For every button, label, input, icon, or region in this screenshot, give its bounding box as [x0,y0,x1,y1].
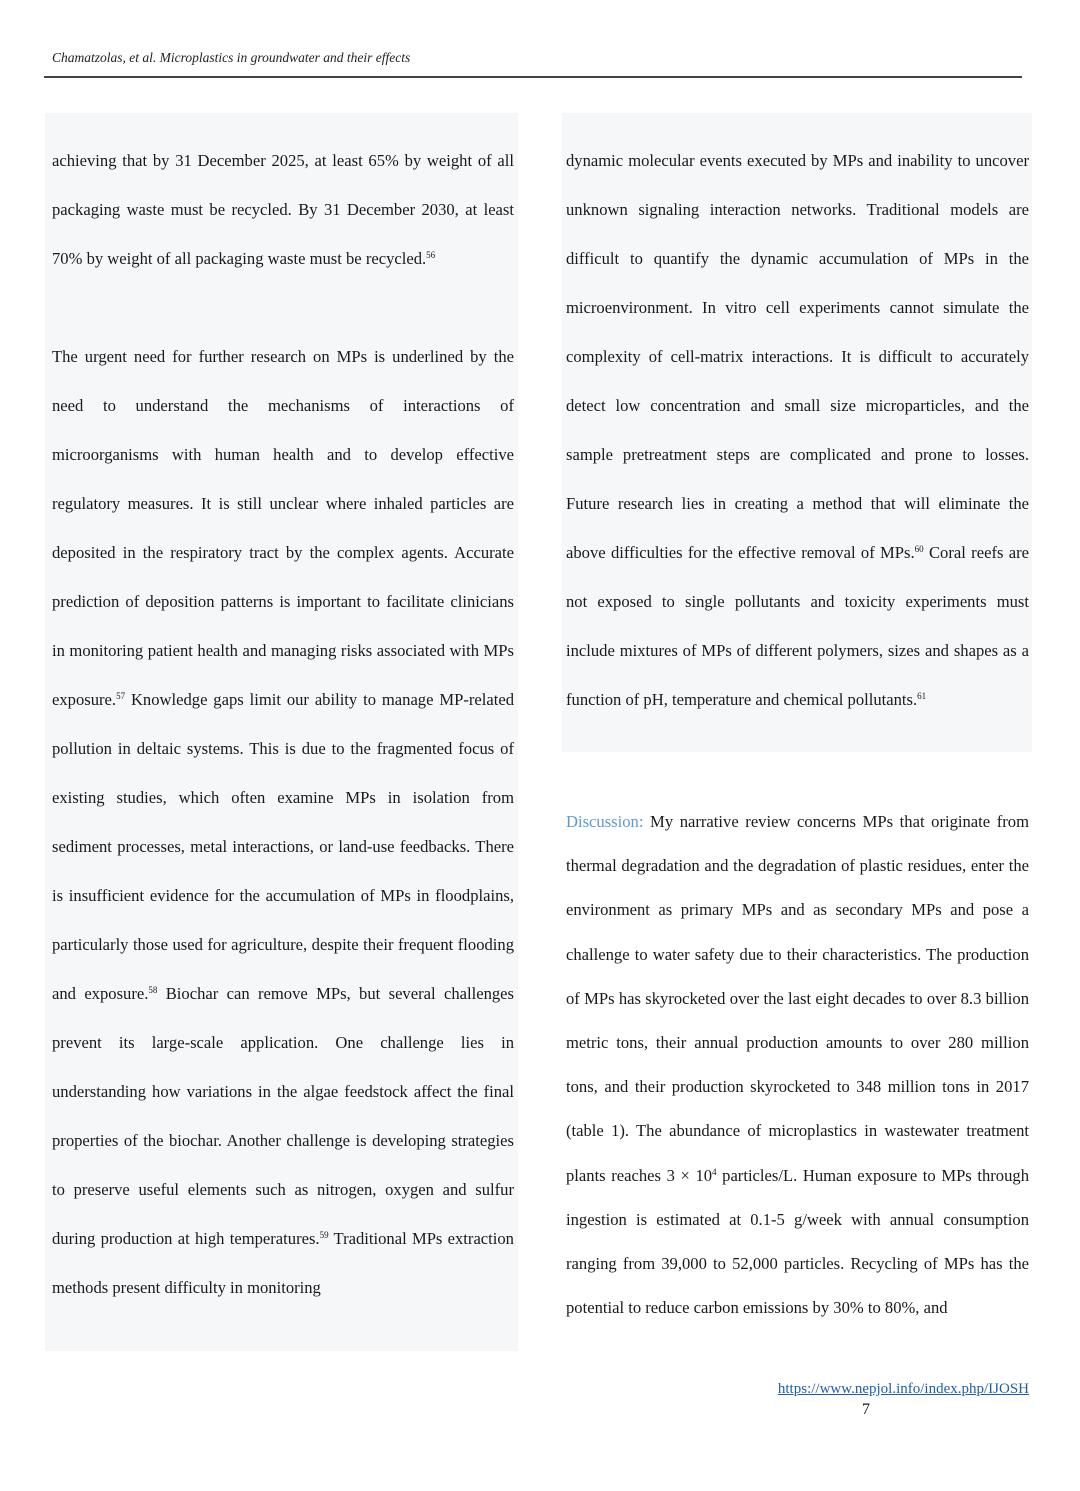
discussion-section [566,800,1029,1330]
discussion-heading: Discussion: [566,812,644,831]
paragraph-text: dynamic molecular events executed by MPs and inability to uncover unknown signaling interaction networks. Traditional models are difficult to quantify the dynamic accumulation of MPs in the microenvironment. In vitro cell experiments cannot simulate the complexity of cell-matrix interactions. It is difficult to accurately detect low concentration and small size microparticles, and the sample pretreatment steps are complicated and prone to losses. Future research lies in creating a method that will eliminate the above difficulties for the effective removal of MPs. [566,151,1029,562]
paragraph-text: Traditional MPs extraction methods present difficulty in monitoring [52,1229,514,1297]
journal-url-link[interactable]: https://www.nepjol.info/index.php/IJOSH [777,1381,1029,1397]
paragraph-research-needs [52,332,514,1312]
running-title: Chamatzolas, et al. Microplastics in groundwater and their effects [52,50,411,65]
paragraph-gap [52,283,514,332]
paragraph-text: Coral reefs are not exposed to single pollutants and toxicity experiments must include mixtures of MPs of different polymers, sizes and shapes as a function of pH, temperature and chemical pollutants. [566,543,1030,709]
paragraph-recycling-targets [52,136,514,283]
header-rule [44,76,1022,78]
exponent: 4 [712,1166,717,1177]
citation-ref[interactable]: 61 [917,691,927,701]
citation-ref[interactable]: 59 [319,1230,329,1240]
paragraph-traditional-models [566,136,1029,724]
citation-ref[interactable]: 57 [116,691,126,701]
paragraph-text: Knowledge gaps limit our ability to manage MP-related pollution in deltaic systems. This is due to the fragmented focus of existing studies, which often examine MPs in isolation from sediment processes, metal interactions, or land-use feedbacks. There is insufficient evidence for the accumulation of MPs in floodplains, particularly those used for agriculture, despite their frequent flooding and exposure. [52,690,514,1003]
paragraph-discussion [566,800,1029,1330]
paragraph-text: achieving that by 31 December 2025, at least 65% by weight of all packaging waste must be recycled. By 31 December 2030, at least 70% by weight of all packaging waste must be recycled. [52,151,514,268]
paragraph-text: My narrative review concerns MPs that originate from thermal degradation and the degradation of plastic residues, enter the environment as primary MPs and as secondary MPs and pose a challenge to water safety due to their characteristics. The production of MPs has skyrocketed over the last eight decades to over 8.3 billion metric tons, their annual production amounts to over 280 million tons, and their production skyrocketed to 348 million tons in 2017 (table 1). The abundance of microplastics in wastewater treatment plants reaches 3 × 10 [566,812,1029,1185]
paragraph-text: particles/L. Human exposure to MPs through ingestion is estimated at 0.1-5 g/week with annual consumption ranging from 39,000 to 52,000 particles. Recycling of MPs has the potential to reduce carbon emissions by 30% to 80%, and [566,1165,1029,1318]
page-number: 7 [862,1401,870,1418]
left-column [52,136,514,1312]
paragraph-text: Biochar can remove MPs, but several challenges prevent its large-scale application. One challenge lies in understanding how variations in the algae feedstock affect the final properties of the biochar. Another challenge is developing strategies to preserve useful elements such as nitrogen, oxygen and sulfur during production at high temperatures. [52,984,514,1248]
right-column [566,136,1029,724]
paragraph-text: The urgent need for further research on MPs is underlined by the need to understand the mechanisms of interactions of microorganisms with human health and to develop effective regulatory measures. It is still unclear where inhaled particles are deposited in the respiratory tract by the complex agents. Accurate prediction of deposition patterns is important to facilitate clinicians in monitoring patient health and managing risks associated with MPs exposure. [52,347,514,709]
citation-ref[interactable]: 60 [914,544,924,554]
citation-ref[interactable]: 56 [426,250,436,260]
citation-ref[interactable]: 58 [148,985,158,995]
